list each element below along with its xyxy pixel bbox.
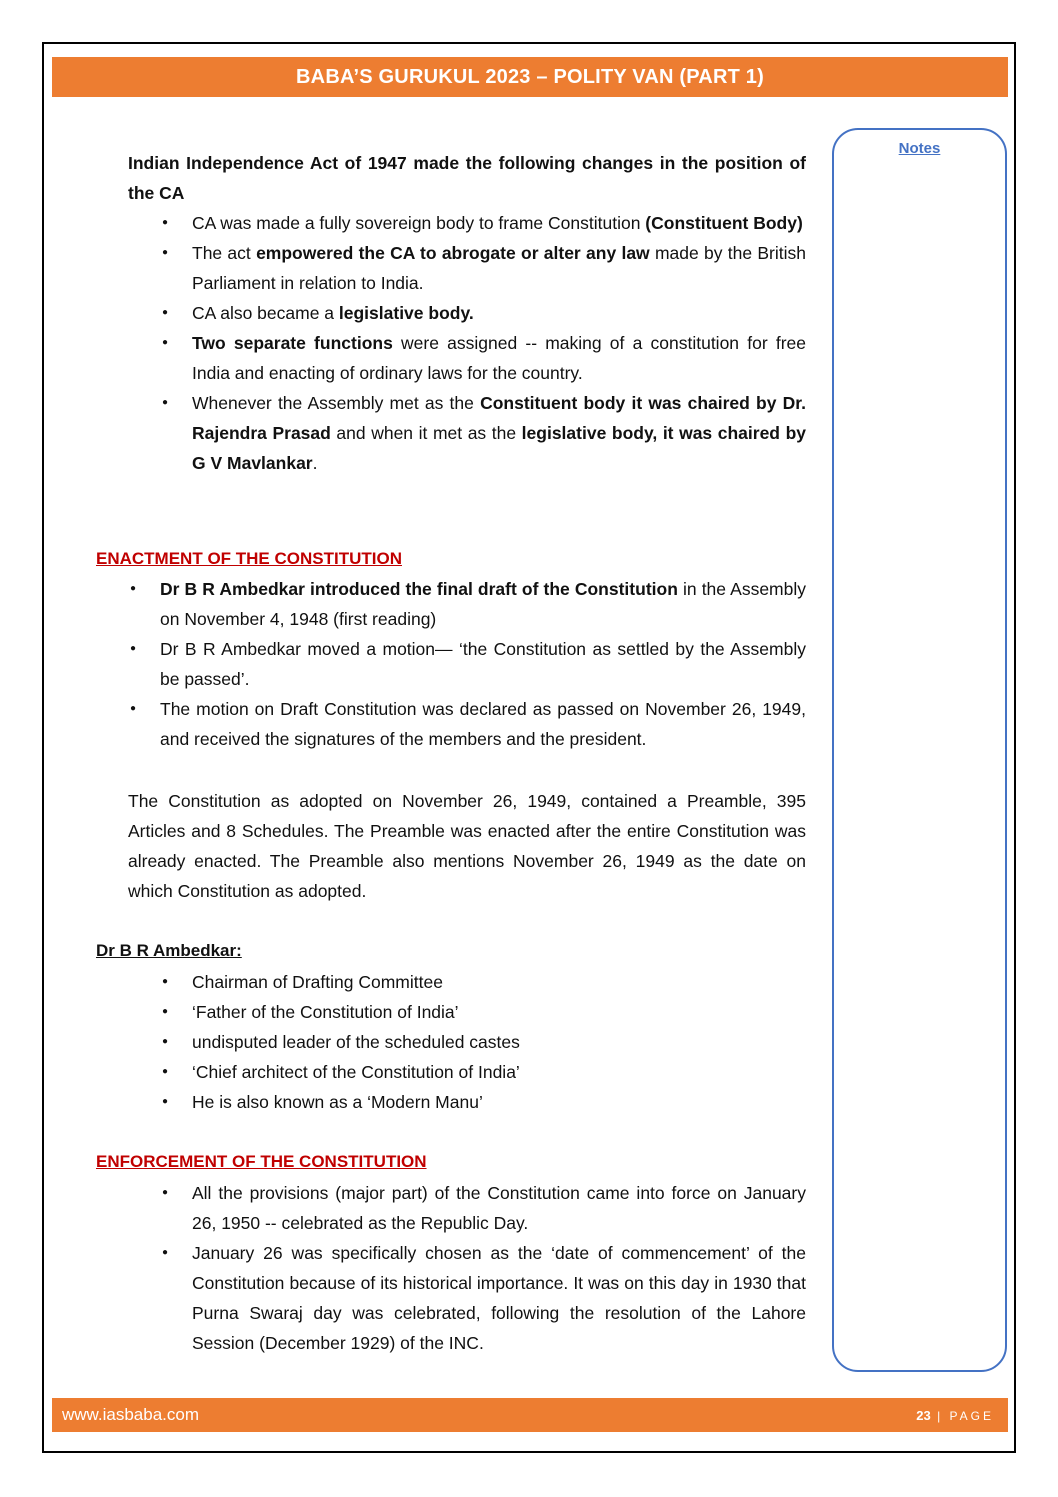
ambedkar-heading: Dr B R Ambedkar: — [96, 941, 242, 960]
enforcement-list — [160, 1178, 806, 1358]
list-item: ● Dr B R Ambedkar introduced the final draft of the Constitution in the Assembly on November 4, 1948 (first reading) — [96, 574, 806, 634]
ambedkar-list — [160, 967, 806, 1117]
page-label: | PAGE — [930, 1408, 994, 1423]
page-footer — [52, 1398, 1008, 1432]
independence-act-list — [128, 208, 806, 478]
constitution-paragraph: The Constitution as adopted on November 26, 1949, contained a Preamble, 395 Articles and 8 Schedules. The Preamble was enacted after the entire Constitution was already enacted. The Preamble also mentions November 26, 1949 as the date on which Constitution as adopted. — [128, 791, 806, 901]
enactment-list — [96, 574, 806, 754]
section-intro: Indian Independence Act of 1947 made the following changes in the position of the CA — [128, 153, 806, 203]
page-indicator — [916, 1408, 994, 1423]
list-item: ● Two separate functions were assigned -- making of a constitution for free India and enacting of ordinary laws for the country. — [128, 328, 806, 388]
list-item: ● CA also became a legislative body. — [128, 298, 806, 328]
list-item: ● Dr B R Ambedkar moved a motion— ‘the Constitution as settled by the Assembly be passed’. — [96, 634, 806, 694]
list-item: ● The motion on Draft Constitution was declared as passed on November 26, 1949, and received the signatures of the members and the president. — [96, 694, 806, 754]
list-item: ● Whenever the Assembly met as the Constituent body it was chaired by Dr. Rajendra Prasad and when it met as the legislative body, it was chaired by G V Mavlankar. — [128, 388, 806, 478]
enforcement-heading: ENFORCEMENT OF THE CONSTITUTION — [96, 1152, 427, 1171]
list-item: ● All the provisions (major part) of the Constitution came into force on January 26, 1950 -- celebrated as the Republic Day. — [160, 1178, 806, 1238]
notes-box — [832, 128, 1007, 1372]
list-item: ● CA was made a fully sovereign body to frame Constitution (Constituent Body) — [128, 208, 806, 238]
header-title: BABA’S GURUKUL 2023 – POLITY VAN (PART 1) — [296, 65, 764, 88]
list-item: ● January 26 was specifically chosen as the ‘date of commencement’ of the Constitution because of its historical importance. It was on this day in 1930 that Purna Swaraj day was celebrated, following the resolution of the Lahore Session (December 1929) of the INC. — [160, 1238, 806, 1358]
notes-title: Notes — [898, 140, 941, 157]
page-header — [52, 57, 1008, 97]
page-number: 23 — [916, 1407, 931, 1423]
list-item: ● Chairman of Drafting Committee — [160, 967, 806, 997]
list-item: ● undisputed leader of the scheduled castes — [160, 1027, 806, 1057]
website-link[interactable]: www.iasbaba.com — [62, 1405, 200, 1424]
enactment-heading: ENACTMENT OF THE CONSTITUTION — [96, 549, 402, 568]
list-item: ● He is also known as a ‘Modern Manu’ — [160, 1087, 806, 1117]
list-item: ● The act empowered the CA to abrogate or alter any law made by the British Parliament in relation to India. — [128, 238, 806, 298]
list-item: ● ‘Chief architect of the Constitution of India’ — [160, 1057, 806, 1087]
list-item: ● ‘Father of the Constitution of India’ — [160, 997, 806, 1027]
